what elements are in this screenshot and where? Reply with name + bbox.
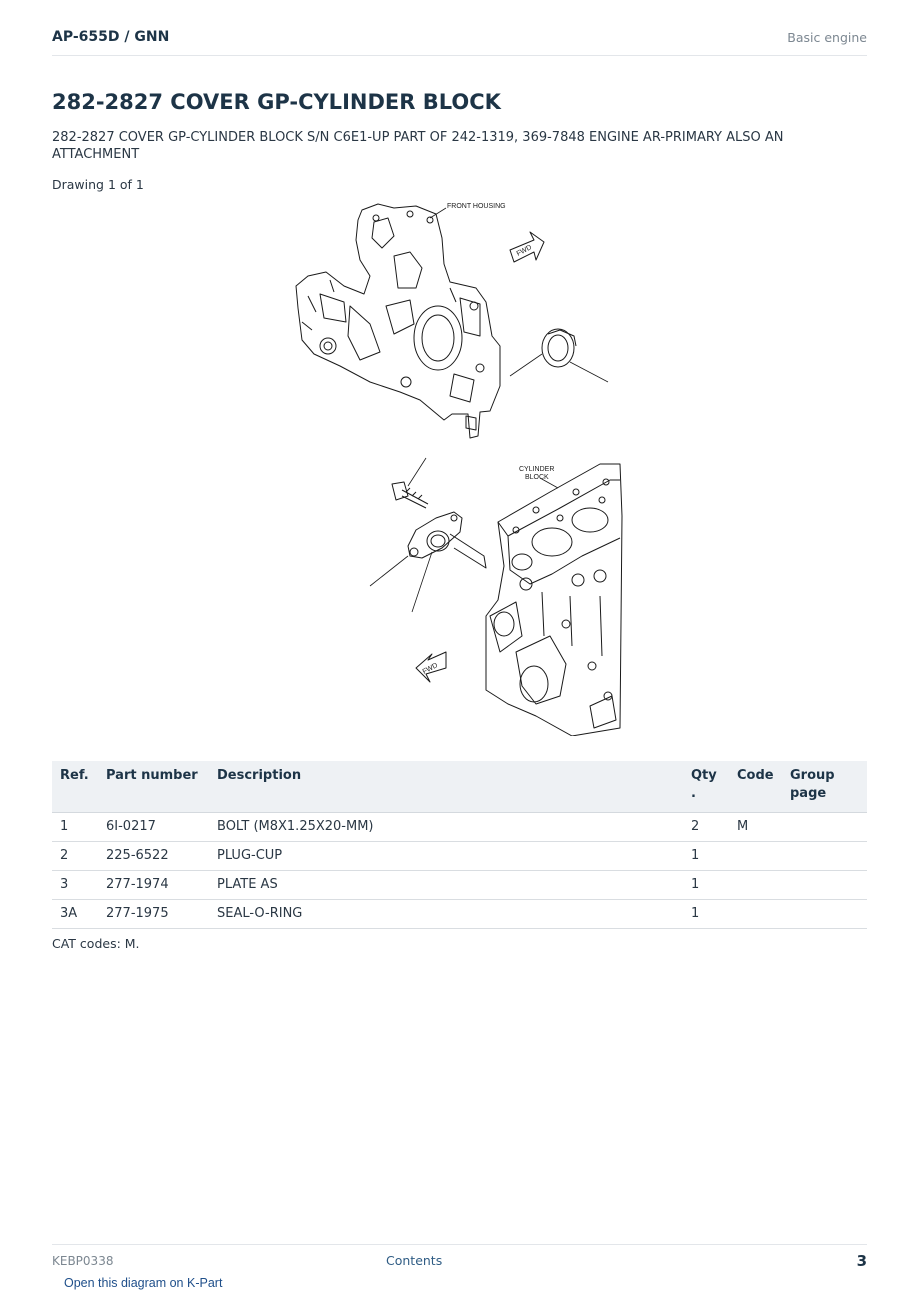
cell-description: PLATE AS: [209, 871, 683, 900]
cell-code: [729, 842, 782, 871]
cell-qty: 1: [683, 900, 729, 929]
label-fwd-bottom: FWD: [421, 662, 440, 676]
page-footer: [52, 1244, 867, 1274]
group-description: 282-2827 COVER GP-CYLINDER BLOCK S/N C6E1-UP PART OF 242-1319, 369-7848 ENGINE AR-PRIMARY ALSO AN ATTACHMENT: [52, 130, 784, 162]
header-part-number: Part number: [98, 761, 209, 813]
document-id: AP-655D / GNN: [52, 29, 170, 45]
header-group-line2: page: [790, 786, 827, 801]
cell-part-number: 277-1974: [98, 871, 209, 900]
cell-part-number: 225-6522: [98, 842, 209, 871]
parts-table: [52, 761, 867, 929]
table-row: [52, 871, 867, 900]
cell-ref: 3A: [52, 900, 98, 929]
cell-description: SEAL-O-RING: [209, 900, 683, 929]
cell-description: BOLT (M8X1.25X20-MM): [209, 813, 683, 842]
cell-part-number: 277-1975: [98, 900, 209, 929]
header-group-page: [782, 761, 867, 813]
leader-lines: [370, 208, 608, 612]
table-header-row: [52, 761, 867, 813]
header-code: Code: [729, 761, 782, 813]
parts-diagram: [290, 196, 630, 736]
label-block: BLOCK: [525, 474, 549, 481]
header-qty-line1: Qty: [691, 768, 717, 783]
label-fwd-top: FWD: [515, 244, 534, 258]
page-header: [52, 29, 867, 56]
cell-part-number: 6I-0217: [98, 813, 209, 842]
page-title: 282-2827 COVER GP-CYLINDER BLOCK: [52, 90, 501, 114]
cell-ref: 3: [52, 871, 98, 900]
cylinder-block-drawing: [486, 464, 622, 736]
cell-description: PLUG-CUP: [209, 842, 683, 871]
cell-ref: 2: [52, 842, 98, 871]
header-qty-line2: .: [691, 786, 696, 801]
cell-group-page: [782, 842, 867, 871]
open-kpart-link[interactable]: Open this diagram on K-Part: [64, 1276, 223, 1290]
cell-qty: 1: [683, 871, 729, 900]
header-ref: Ref.: [52, 761, 98, 813]
table-row: [52, 842, 867, 871]
cell-group-page: [782, 813, 867, 842]
cell-group-page: [782, 900, 867, 929]
plate-drawing: [408, 512, 486, 568]
cell-code: [729, 871, 782, 900]
drawing-count: Drawing 1 of 1: [52, 177, 144, 192]
table-row: [52, 813, 867, 842]
page-number: 3: [856, 1252, 867, 1270]
cell-qty: 1: [683, 842, 729, 871]
header-group-line1: Group: [790, 768, 835, 783]
cell-code: [729, 900, 782, 929]
header-qty: [683, 761, 729, 813]
cell-ref: 1: [52, 813, 98, 842]
cell-qty: 2: [683, 813, 729, 842]
cell-code: M: [729, 813, 782, 842]
cell-group-page: [782, 871, 867, 900]
front-housing-drawing: [296, 204, 500, 438]
footer-code: KEBP0338: [52, 1254, 114, 1268]
bolt-drawing: [392, 482, 428, 508]
label-front-housing: FRONT HOUSING: [447, 203, 506, 210]
section-name: Basic engine: [787, 30, 867, 45]
table-row: [52, 900, 867, 929]
header-description: Description: [209, 761, 683, 813]
label-cylinder: CYLINDER: [519, 466, 555, 473]
cat-codes-note: CAT codes: M.: [52, 936, 140, 951]
contents-link[interactable]: Contents: [386, 1253, 443, 1268]
plug-cup-drawing: [542, 329, 576, 367]
